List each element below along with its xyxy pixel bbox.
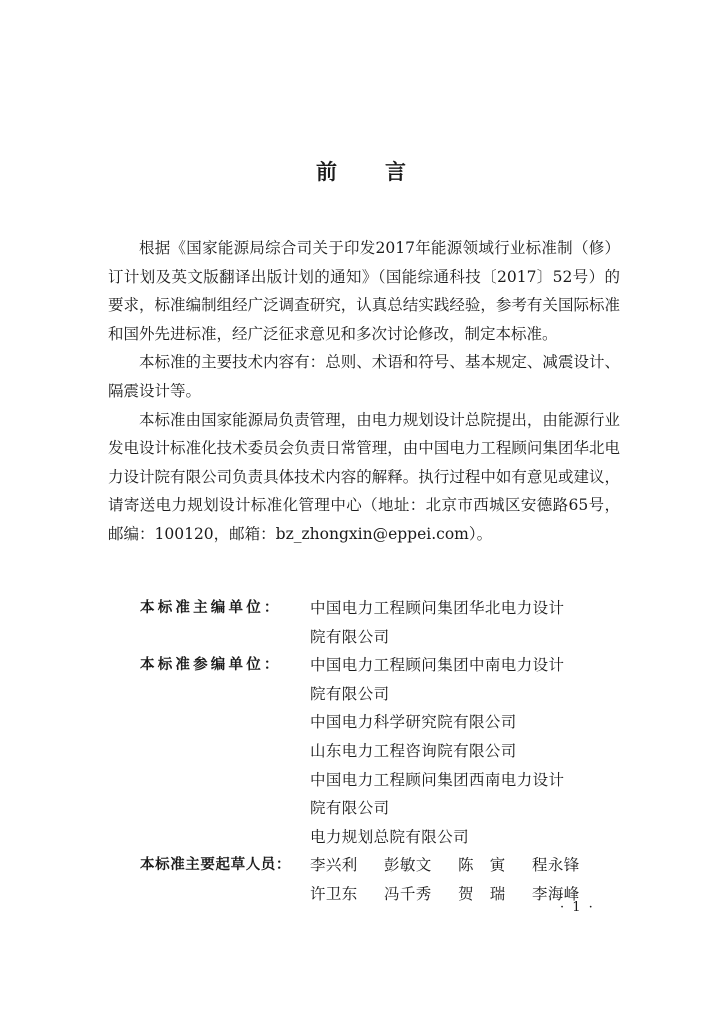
participating-unit-line: 山东电力工程咨询院有限公司	[310, 741, 517, 760]
chief-unit-label: 本标准主编单位：	[140, 600, 282, 616]
participating-units-label: 本标准参编单位：	[140, 657, 282, 674]
chief-unit-values	[310, 594, 620, 651]
drafter-name: 彭敏文	[384, 856, 432, 875]
page-title	[0, 156, 724, 186]
drafter-name: 陈 寅	[458, 856, 506, 875]
units-section	[140, 594, 620, 909]
chief-unit-row	[140, 594, 620, 651]
participating-unit-line: 电力规划总院有限公司	[310, 827, 470, 846]
drafter-name: 李兴利	[310, 856, 358, 875]
participating-unit-line: 中国电力科学研究院有限公司	[310, 713, 517, 732]
drafters-label: 本标准主要起草人员：	[140, 857, 291, 874]
participating-unit-line: 中国电力工程顾问集团中南电力设计	[310, 656, 565, 675]
paragraph-1: 根据《国家能源局综合司关于印发2017年能源领域行业标准制（修）订计划及英文版翻译出版计划的通知》（国能综通科技〔2017〕52号）的要求，标准编制组经广泛调查研究，认真总结实践经验，参考有关国际标准和国外先进标准，经广泛征求意见和多次讨论修改，制定本标准。	[108, 239, 620, 343]
drafter-name: 程永锋	[532, 856, 580, 875]
participating-units-row	[140, 651, 620, 851]
preface-body	[108, 234, 620, 549]
page-number: · 1 ·	[560, 900, 595, 915]
title-char-1: 前	[316, 160, 339, 184]
participating-units-values	[310, 651, 620, 851]
paragraph-2: 本标准的主要技术内容有：总则、术语和符号、基本规定、减震设计、隔震设计等。	[108, 353, 620, 400]
participating-unit-line: 院有限公司	[310, 799, 390, 818]
drafter-name: 许卫东	[310, 884, 358, 903]
drafter-name: 李海峰	[532, 884, 580, 903]
chief-unit-line: 中国电力工程顾问集团华北电力设计	[310, 599, 565, 617]
title-char-2: 言	[385, 160, 408, 184]
drafters-row	[140, 851, 620, 908]
paragraph-3: 本标准由国家能源局负责管理，由电力规划设计总院提出，由能源行业发电设计标准化技术委员会负责日常管理，由中国电力工程顾问集团华北电力设计院有限公司负责具体技术内容的解释。执行过程中如有意见或建议，请寄送电力规划设计标准化管理中心（地址：北京市西城区安德路65号，邮编：100120，邮箱：bz_zhongxin@eppei.com）。	[108, 410, 620, 543]
chief-unit-line: 院有限公司	[310, 627, 390, 646]
drafter-name: 贺 瑞	[458, 884, 506, 903]
participating-unit-line: 中国电力工程顾问集团西南电力设计	[310, 770, 565, 789]
participating-unit-line: 院有限公司	[310, 684, 390, 703]
drafter-name: 冯千秀	[384, 884, 432, 903]
drafters-line-1	[310, 851, 620, 880]
